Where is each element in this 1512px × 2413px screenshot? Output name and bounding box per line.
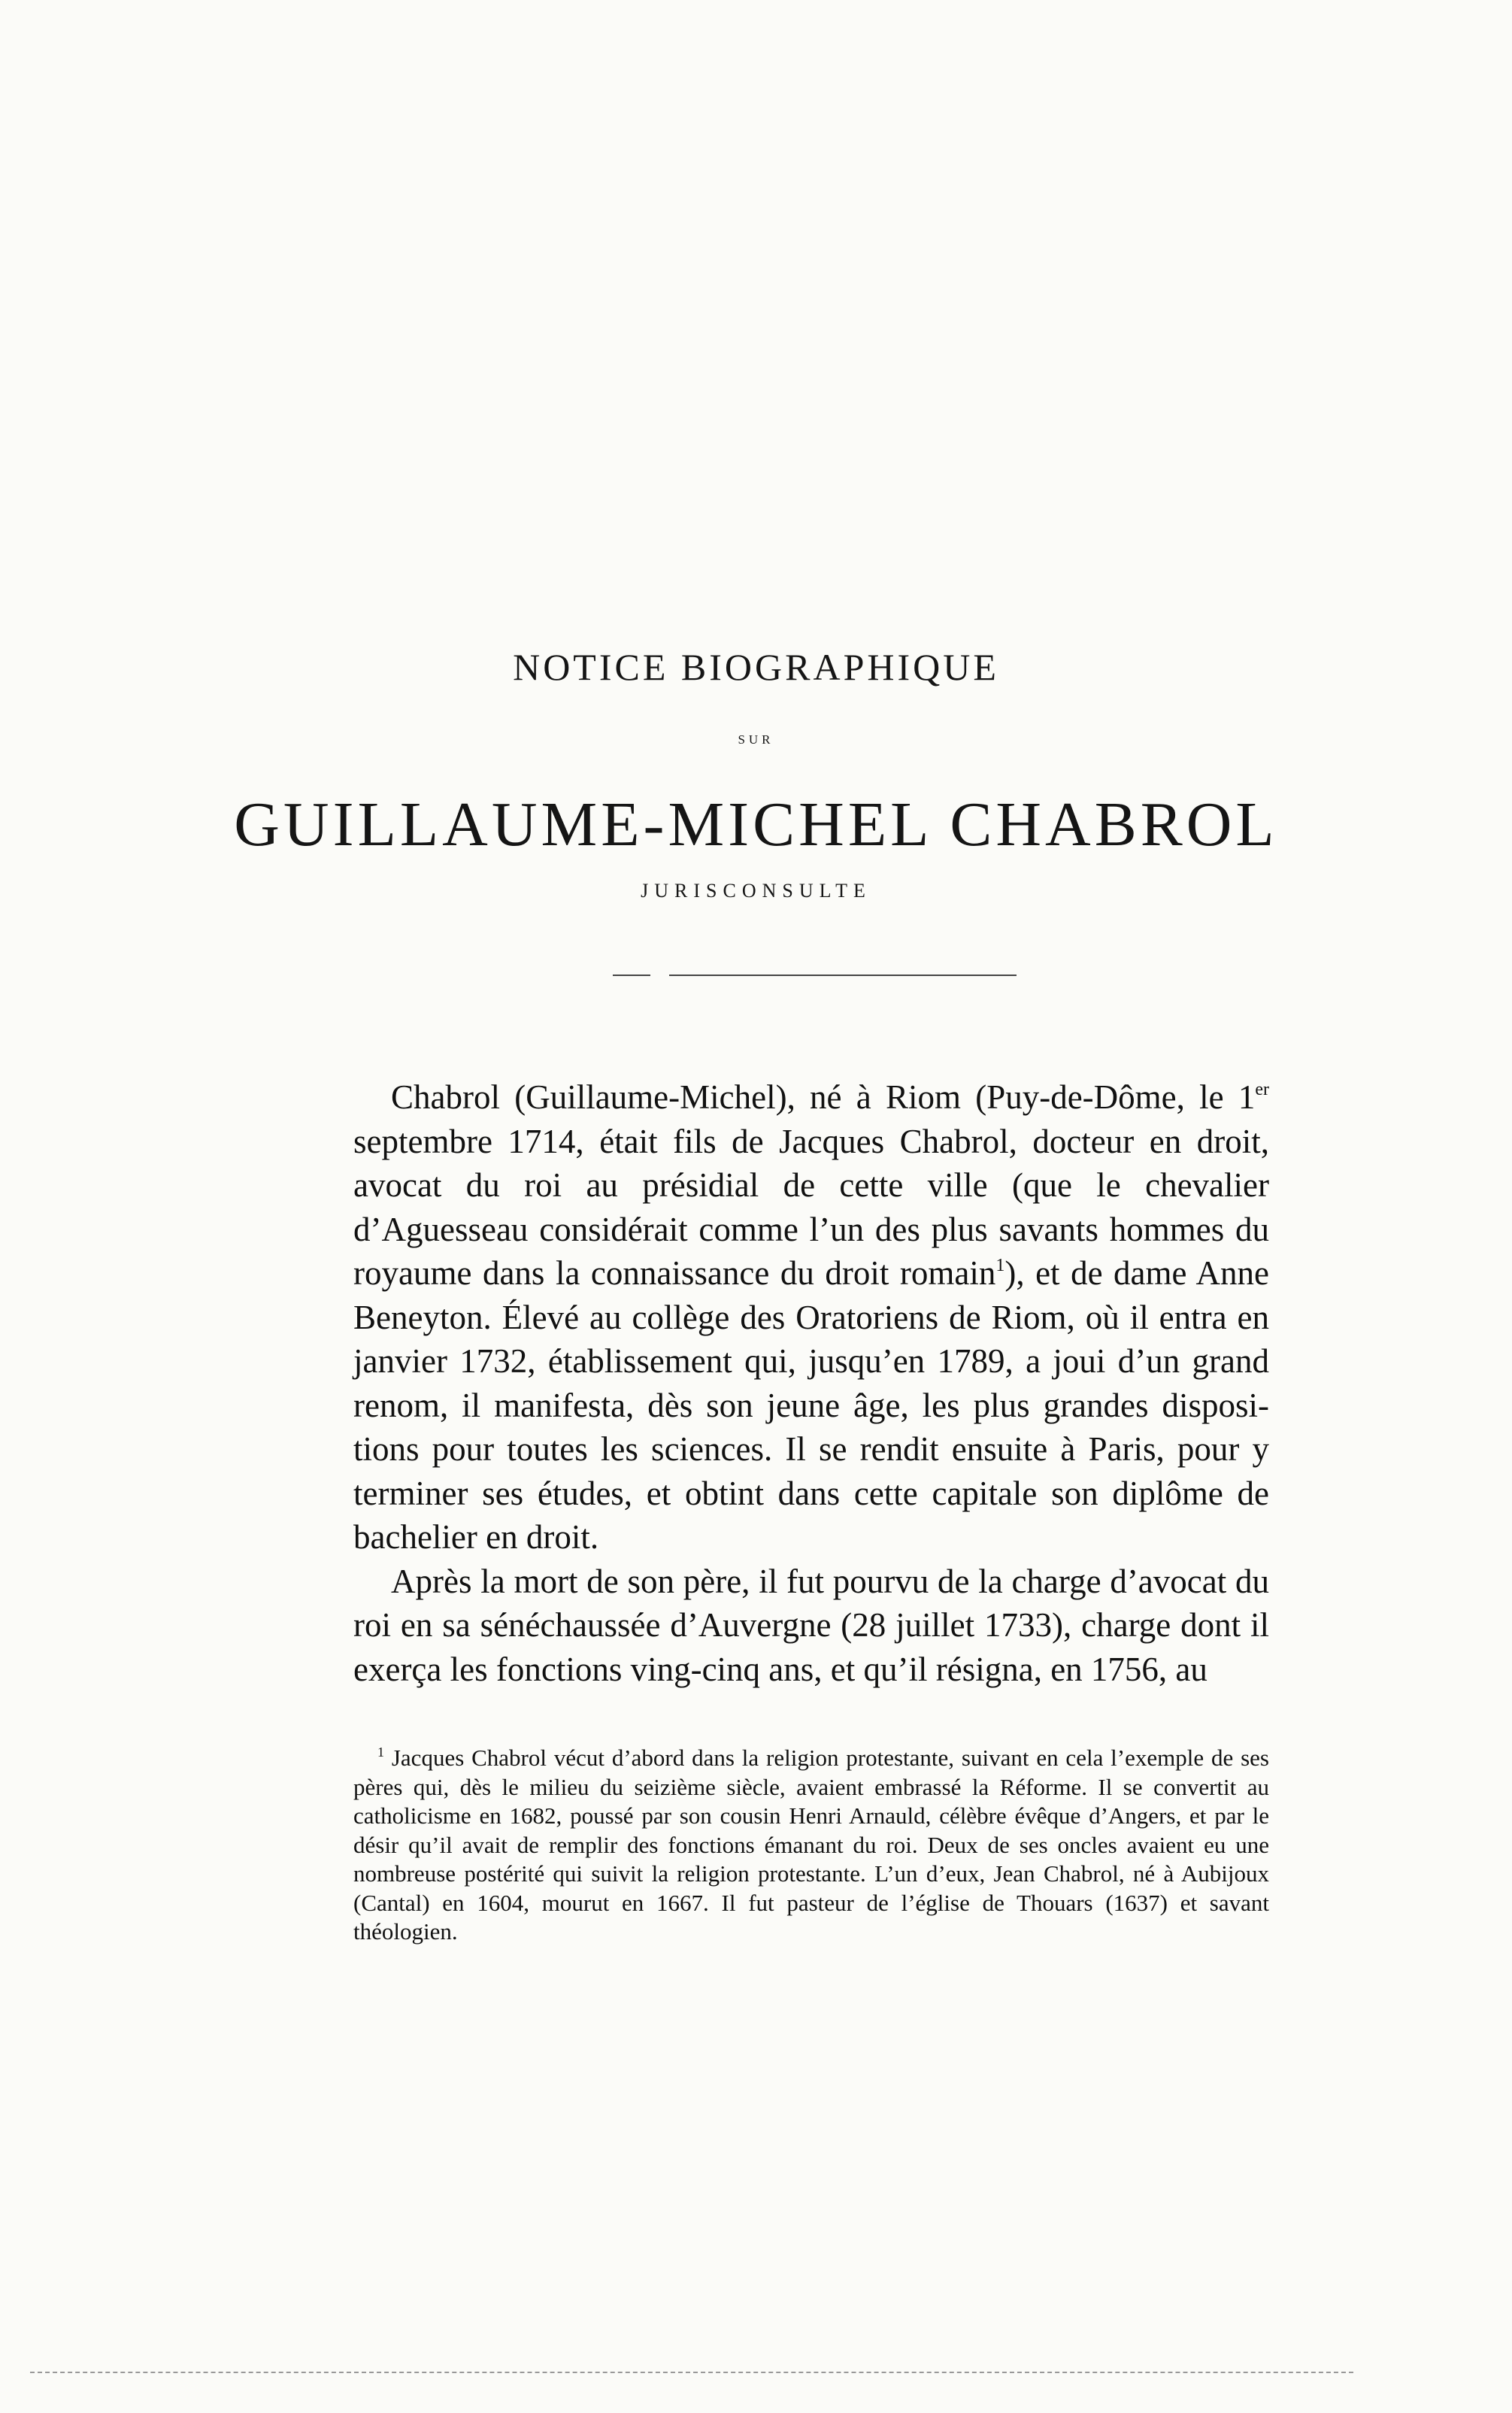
paragraph-1-part-b: septembre 1714, était fils de Jacques Chabrol, docteur en droit, avocat du roi au présidial de cette ville (que le chevalier d’Aguesseau considérait comme l’un des plus savants hommes du royaume dans la connaissance du droit romain (353, 1122, 1269, 1292)
title-divider-short (613, 975, 650, 976)
notice-heading: NOTICE BIOGRAPHIQUE (513, 646, 999, 688)
page-bottom-edge (30, 2372, 1353, 2373)
connector-word: SUR (738, 732, 774, 747)
body-text (353, 1075, 1269, 1691)
subject-name-heading: GUILLAUME-MICHEL CHABROL (234, 790, 1278, 859)
profession-subtitle: JURISCONSULTE (641, 880, 871, 902)
footnote-paragraph (353, 1744, 1269, 1947)
title-divider-long (669, 975, 1017, 976)
footnote-reference: 1 (995, 1256, 1005, 1275)
paragraph-1-part-a: Chabrol (Guillaume-Michel), né à Riom (Puy-de-Dôme, le 1 (391, 1078, 1256, 1116)
ordinal-superscript: er (1255, 1080, 1269, 1099)
body-paragraph-1 (353, 1075, 1269, 1560)
paragraph-1-part-c: ), et de dame Anne Beneyton. Élevé au collège des Oratoriens de Riom, où il entra en janvier 1732, établissement qui, jusqu’en 1789, a joui d’un grand renom, il manifesta, dès son jeune âge, les plus grandes dispositions pour toutes les sciences. Il se rendit ensuite à Paris, pour y terminer ses études, et obtint dans cette capitale son diplôme de bachelier en droit. (353, 1254, 1269, 1556)
footnote-marker: 1 (377, 1745, 384, 1760)
body-paragraph-2: Après la mort de son père, il fut pourvu de la charge d’avocat du roi en sa sénéchaussée d’Auvergne (28 juillet 1733), charge dont il exerça les fonctions ving-cinq ans, et qu’il résigna, en 1756, au (353, 1562, 1269, 1688)
footnote-text: Jacques Chabrol vécut d’abord dans la religion protestante, suivant en cela l’exemple de ses pères qui, dès le milieu du seizième siècle, avaient embrassé la Réforme. Il se convertit au catholicisme en 1682, poussé par son cousin Henri Arnauld, célèbre évêque d’Angers, et par le désir qu’il avait de remplir des fonctions émanant du roi. Deux de ses oncles avaient eu une nombreuse postérité qui suivit la religion protestante. L’un d’eux, Jean Chabrol, né à Aubijoux (Cantal) en 1604, mourut en 1667. Il fut pasteur de l’église de Thouars (1637) et savant théologien. (353, 1745, 1269, 1945)
footnote (353, 1744, 1269, 1947)
